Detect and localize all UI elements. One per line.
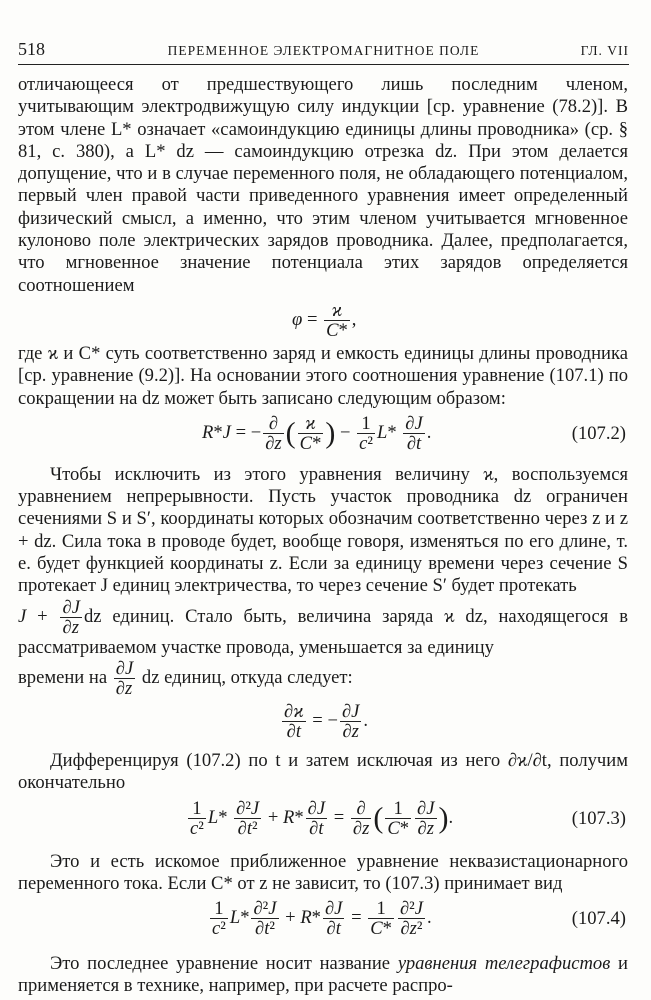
equation-phi — [18, 297, 628, 343]
paragraph-6-end: и применяется в технике, например, при расчете распро- — [18, 953, 628, 997]
page-body — [18, 74, 628, 998]
equation-107-4-number: (107.4) — [571, 908, 626, 930]
header-rule — [18, 64, 629, 65]
paragraph-3-time-label: времени на — [18, 666, 108, 688]
paragraph-6 — [18, 953, 628, 998]
equation-107-2-number: (107.2) — [571, 422, 626, 444]
equation-107-3-formula: $\frac{1}{\text{c²}}$ L* $\frac{\text{∂²J}}{\text{∂t²}}$ + R* $\frac{\partial J}{\partial t}$ = $\frac{\partial}{\partial z}$ ( $\frac{1}{C*}$ $\frac{\partial J}{\partial z}$ ). — [190, 797, 454, 839]
paragraph-3-line-b: J + $\frac{\partial J}{\partial z}$ dz единиц. Стало быть, величина заряда ϰ dz, находящегося в рассматриваемом участке провода, уменьшается за единицу — [18, 596, 628, 658]
equation-phi-formula: φ = $\frac{ϰ}{C*}$ , — [292, 299, 357, 341]
paragraph-3-line-c: времени на $\frac{\partial J}{\partial z}$ dz единиц, откуда следует: — [18, 657, 353, 699]
equation-107-3-number: (107.3) — [571, 807, 626, 829]
paragraph-3: Чтобы исключить из этого уравнения величину ϰ, воспользуемся уравнением непрерывности. Пусть участок проводника dz ограничен сечениями S и S′, координаты которых обозначим соответственно через z и z + dz. Сила тока в проводе будет, вообще говоря, изменяться по его длине, т. е. будет функцией координаты z. Если за единицу времени через сечение S протекает J единиц электричества, то через сечение S′ будет протекать — [18, 463, 628, 597]
chapter-label: ГЛ. VII — [580, 43, 629, 58]
paragraph-3-tail: dz единиц, откуда следует: — [141, 666, 353, 688]
paragraph-1: отличающееся от предшествующего лишь последним членом, учитывающим электродвижущую силу индукции [ср. уравнение (78.2)]. В этом члене L* означает «самоиндукцию единицы длины проводника» (ср. § 81, с. 380), а L* dz — самоиндукцию отрезка dz. При этом делается допущение, что и в случае переменного поля, не обладающего потенциалом, первый член правой части приведенного уравнения имеет определенный физический смысл, а именно, что этим членом учитывается мгновенное кулоново поле электрических зарядов проводника. Далее, предполагается, что мгновенное значение потенциала этих зарядов определяется соотношением — [18, 74, 628, 296]
page-number: 518 — [18, 39, 45, 59]
equation-107-2-formula: R*J = − $\frac{\partial}{\partial z}$ ( $\frac{ϰ}{C*}$ ) − $\frac{1}{\text{c²}}$ L* $\frac{\partial J}{\partial t}$ . — [202, 412, 432, 454]
equation-107-4-formula: $\frac{1}{\text{c²}}$ L* $\frac{\text{∂²J}}{\text{∂t²}}$ + R* $\frac{\partial J}{\partial t}$ = $\frac{1}{C*}$ $\frac{\text{∂²J}}{\text{∂z²}}$ . — [212, 898, 432, 940]
running-header — [18, 38, 629, 62]
equation-continuity-formula: $\frac{\partial ϰ}{\partial t}$ = − $\frac{\partial J}{\partial z}$ . — [284, 700, 369, 742]
paragraph-3-cont: dz единиц. Стало быть, величина заряда ϰ dz, находящегося в рассматриваемом участке провода, уменьшается за единицу — [18, 605, 628, 658]
paragraph-5: Это и есть искомое приближенное уравнение неквазистационарного переменного тока. Если C* от z не зависит, то (107.3) принимает вид — [18, 850, 628, 894]
equation-107-3 — [18, 795, 628, 851]
equation-continuity — [18, 698, 628, 750]
paragraph-6-start: Это последнее уравнение носит название — [50, 953, 391, 975]
telegraph-equation-term: уравнения телеграфистов — [397, 953, 611, 975]
equation-107-2 — [18, 410, 628, 464]
running-title: ПЕРЕМЕННОЕ ЭЛЕКТРОМАГНИТНОЕ ПОЛЕ — [167, 43, 480, 58]
paragraph-4: Дифференцируя (107.2) по t и затем исключая из него ∂ϰ/∂t, получим окончательно — [18, 749, 628, 794]
equation-107-4 — [18, 895, 628, 953]
paragraph-2: где ϰ и C* суть соответственно заряд и емкость единицы длины проводника [ср. уравнение (9.2)]. На основании этого соотношения уравнение (107.1) по сокращении на dz может быть записано следующим образом: — [18, 342, 628, 409]
